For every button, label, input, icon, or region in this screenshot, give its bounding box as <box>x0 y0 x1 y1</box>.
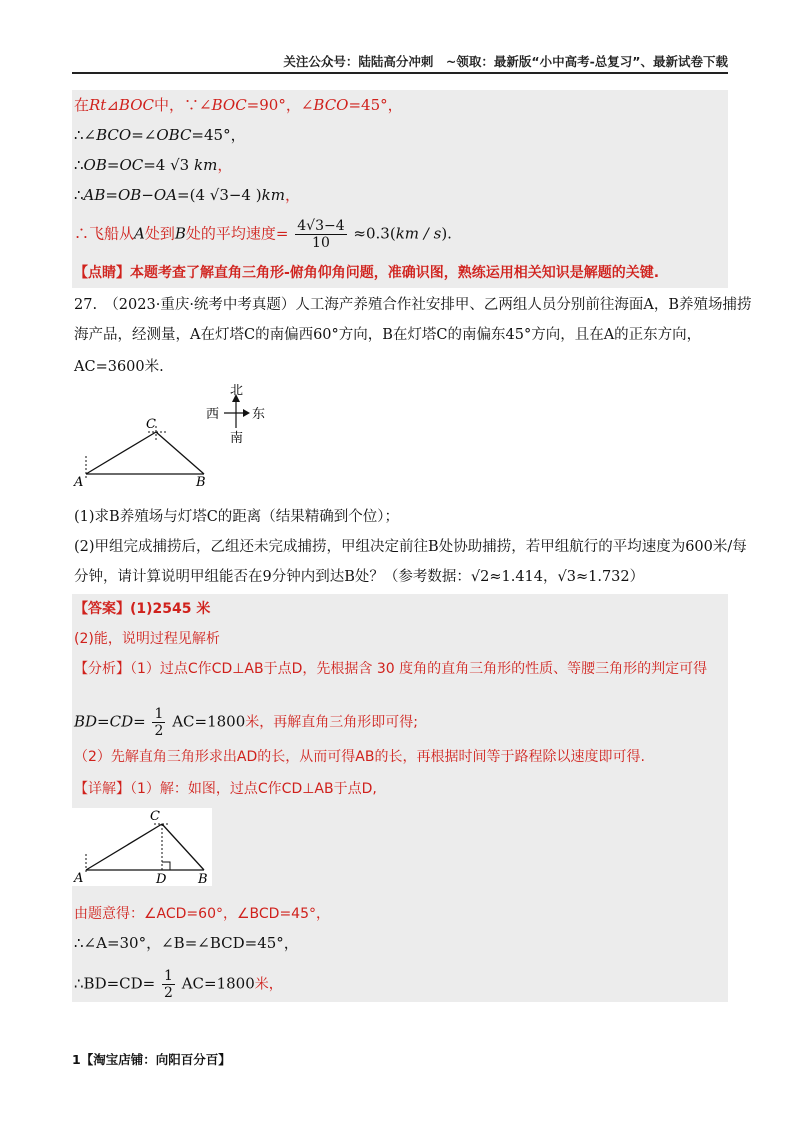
question-part-2-line-1: (2)甲组完成捕捞后，乙组还未完成捕捞，甲组决定前往B处协助捕捞，若甲组航行的平均速度为600米/每 <box>74 539 747 555</box>
analysis-line-3: （2）先解直角三角形求出AD的长，从而可得AB的长，再根据时间等于路程除以速度即可得. <box>74 749 645 765</box>
fig2-label-A: A <box>74 871 84 886</box>
question-part-2-line-2: 分钟，请计算说明甲组能否在9分钟内到达B处？（参考数据：√2≈1.414，√3≈1.732） <box>74 569 645 585</box>
fig2-label-B: B <box>198 872 208 887</box>
question-part-1: (1)求B养殖场与灯塔C的距离（结果精确到个位）； <box>74 509 400 525</box>
solution-line-5: ∴飞船从A处到B处的平均速度= $\frac{4√3-4}{10}$ ≈0.3(km / s). <box>74 218 452 251</box>
compass-east: 东 <box>252 407 266 422</box>
comment-tip: 【点睛】本题考查了解直角三角形-俯角仰角问题，准确识图，熟练运用相关知识是解题的关键. <box>74 265 660 281</box>
detail-line: 【详解】（1）解：如图，过点C作CD⊥AB于点D, <box>74 781 377 797</box>
solution-line-1: 在Rt⊿BOC中，∵∠BOC=90°，∠BCO=45°， <box>74 96 403 114</box>
page-footer: 1【淘宝店铺：向阳百分百】 <box>72 1052 231 1067</box>
question-line-3: AC=3600米. <box>74 359 164 375</box>
compass-west: 西 <box>206 407 220 422</box>
fig2-label-D: D <box>156 872 167 887</box>
page-header: 关注公众号：陆陆高分冲刺 ~领取：最新版“小中高考-总复习”、最新试卷下载 <box>283 54 728 69</box>
triangle-figure-1 <box>70 412 220 492</box>
compass-south: 南 <box>230 431 244 446</box>
header-divider <box>72 72 728 74</box>
solution-line-4: ∴AB=OB−OA=(4 √3−4 )km， <box>74 186 300 204</box>
fig1-label-B: B <box>196 475 206 490</box>
step-line-3: ∴BD=CD= $\frac{1}{2}$ AC=1800米， <box>74 968 283 1001</box>
speed-fraction: $\frac{4√3-4}{10}$ <box>297 218 345 251</box>
triangle-figure-2 <box>70 806 220 888</box>
fig1-label-C: C <box>146 417 156 432</box>
half-fraction-2: $\frac{1}{2}$ <box>164 968 173 1001</box>
analysis-line-1: 【分析】（1）过点C作CD⊥AB于点D，先根据含 30 度角的直角三角形的性质、等腰三角形的判定可得 <box>74 661 708 677</box>
fig2-label-C: C <box>150 809 160 824</box>
answer-line-1: 【答案】(1)2545 米 <box>74 601 211 617</box>
half-fraction-1: $\frac{1}{2}$ <box>154 706 164 739</box>
solution-line-2: ∴∠BCO=∠OBC=45°， <box>74 126 246 144</box>
step-line-2: ∴∠A=30°，∠B=∠BCD=45°， <box>74 934 299 952</box>
analysis-line-2: BD=CD= $\frac{1}{2}$ AC=1800米，再解直角三角形即可得; <box>74 706 418 739</box>
question-line-2: 海产品，经测量，A在灯塔C的南偏西60°方向，B在灯塔C的南偏东45°方向，且在A的正东方向， <box>74 327 702 343</box>
compass-north: 北 <box>230 384 244 398</box>
question-line-1: 27. （2023·重庆·统考中考真题）人工海产养殖合作社安排甲、乙两组人员分别前往海面A，B养殖场捕捞 <box>74 297 752 313</box>
answer-line-2: (2)能，说明过程见解析 <box>74 631 220 647</box>
step-line-1: 由题意得：∠ACD=60°，∠BCD=45°， <box>74 906 330 922</box>
fig1-label-A: A <box>74 475 84 490</box>
solution-line-3: ∴OB=OC=4 √3 km， <box>74 156 233 174</box>
